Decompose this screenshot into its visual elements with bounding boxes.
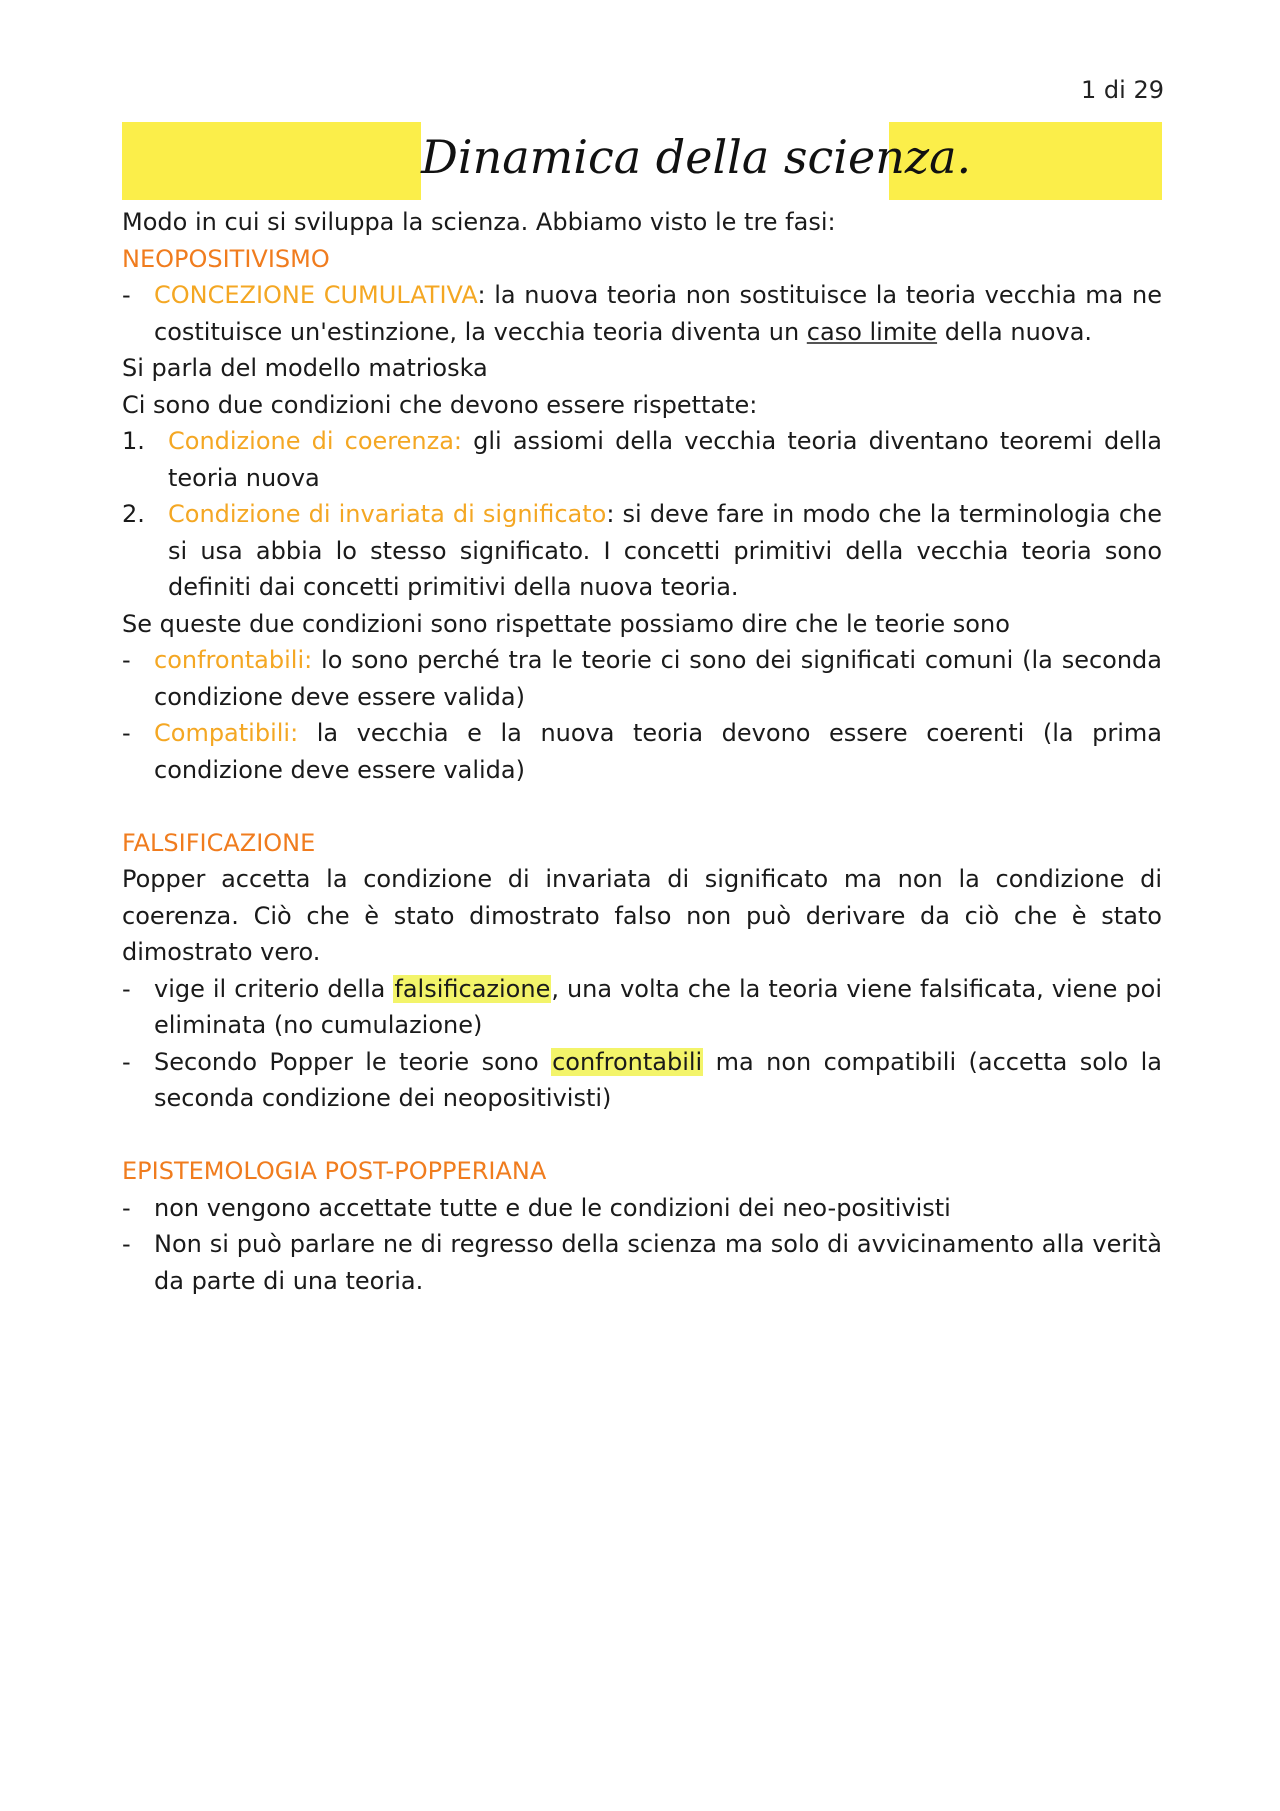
list-item-text: lo sono perché tra le teorie ci sono dei significati comuni (la seconda condizione deve essere valida) (154, 646, 1162, 711)
highlighted-term: confrontabili (552, 1047, 703, 1076)
page-title-end-mark: . (956, 130, 972, 184)
list-item-text: ma non compatibili (accetta solo la seconda condizione dei neopositivisti) (154, 1047, 1163, 1112)
list-item-body (154, 715, 1162, 788)
list-item-text: Non si può parlare ne di regresso della scienza ma solo di avvicinamento alla verità da parte di una teoria. (154, 1230, 1162, 1295)
list-item-avvicinamento (122, 1226, 1162, 1299)
matrioska-text: Si parla del modello matrioska (122, 354, 488, 382)
list-item-text: Secondo Popper le teorie sono (154, 1047, 552, 1076)
page-number: 1 di 29 (1081, 76, 1164, 104)
bullet-marker: - (122, 1193, 131, 1222)
section-heading-falsificazione: FALSIFICAZIONE (122, 828, 316, 857)
section-spacer (122, 788, 1162, 825)
list-item-text: vige il criterio della (154, 974, 394, 1003)
list-item-text: non vengono accettate tutte e due le condizioni dei neo-positivisti (154, 1193, 951, 1222)
list-item-text: della nuova. (937, 317, 1093, 346)
list-item-text: la vecchia e la nuova teoria devono essere coerenti (la prima condizione deve essere valida) (154, 719, 1162, 784)
list-item-confrontabili (122, 642, 1162, 715)
number-marker: 1. (122, 427, 145, 455)
underlined-term: caso limite (806, 317, 938, 346)
section-heading-post-popperiana: EPISTEMOLOGIA POST-POPPERIANA (122, 1157, 547, 1185)
numbered-item-coerenza (122, 423, 1162, 496)
term-label: Compatibili: (154, 719, 299, 747)
list-item-compatibili (122, 715, 1162, 788)
list-item-body (154, 642, 1162, 715)
list-item-criterio (122, 971, 1162, 1044)
page-title (421, 130, 971, 184)
page-title-text: Dinamica della scienza (421, 130, 957, 184)
list-item-text: , una volta che la teoria viene falsificata, viene poi eliminata (no cumulazione) (154, 974, 1163, 1039)
bullet-marker: - (122, 1230, 131, 1258)
bullet-marker: - (122, 719, 131, 747)
title-banner (122, 122, 1162, 200)
document-body (122, 204, 1162, 1299)
list-item-text: : si deve fare in modo che la terminologia che si usa abbia lo stesso significato. I concetti primitivi della vecchia teoria sono definiti dai concetti primitivi della nuova teoria. (168, 500, 1163, 601)
list-item-body (168, 496, 1162, 606)
falsificazione-paragraph: Popper accetta la condizione di invariata di significato ma non la condizione di coerenza. Ciò che è stato dimostrato falso non può derivare da ciò che è stato dimostrato vero. (122, 865, 1162, 966)
list-item-body (154, 971, 1162, 1044)
section-heading-neopositivismo: NEOPOSITIVISMO (122, 244, 330, 273)
term-label: Condizione di coerenza: (168, 427, 463, 455)
highlighted-term: falsificazione (394, 974, 551, 1003)
term-label: Condizione di invariata di significato (168, 500, 607, 528)
list-item-body (154, 1044, 1162, 1117)
list-item-popper-confrontabili (122, 1044, 1162, 1117)
section-spacer (122, 1117, 1162, 1154)
term-label: confrontabili: (154, 646, 313, 674)
bullet-marker: - (122, 1047, 131, 1076)
bullet-marker: - (122, 646, 131, 674)
list-item-body (154, 277, 1162, 350)
list-item-text: gli assiomi della vecchia teoria diventano teoremi della teoria nuova (168, 427, 1163, 492)
intro-text: Modo in cui si sviluppa la scienza. Abbiamo visto le tre fasi: (122, 208, 836, 236)
conditions-intro: Ci sono due condizioni che devono essere rispettate: (122, 390, 758, 419)
bullet-marker: - (122, 281, 131, 309)
term-label: CONCEZIONE CUMULATIVA (154, 281, 478, 309)
bullet-marker: - (122, 974, 131, 1003)
numbered-item-invariata (122, 496, 1162, 606)
number-marker: 2. (122, 500, 145, 528)
result-intro: Se queste due condizioni sono rispettate possiamo dire che le teorie sono (122, 609, 1010, 638)
title-highlight-left (122, 122, 421, 200)
list-item-condizioni (122, 1190, 1162, 1227)
list-item-concezione-cumulativa (122, 277, 1162, 350)
list-item-text: : la nuova teoria non sostituisce la teoria vecchia ma ne costituisce un'estinzione, la vecchia teoria diventa un (154, 281, 1163, 346)
list-item-body (168, 423, 1162, 496)
